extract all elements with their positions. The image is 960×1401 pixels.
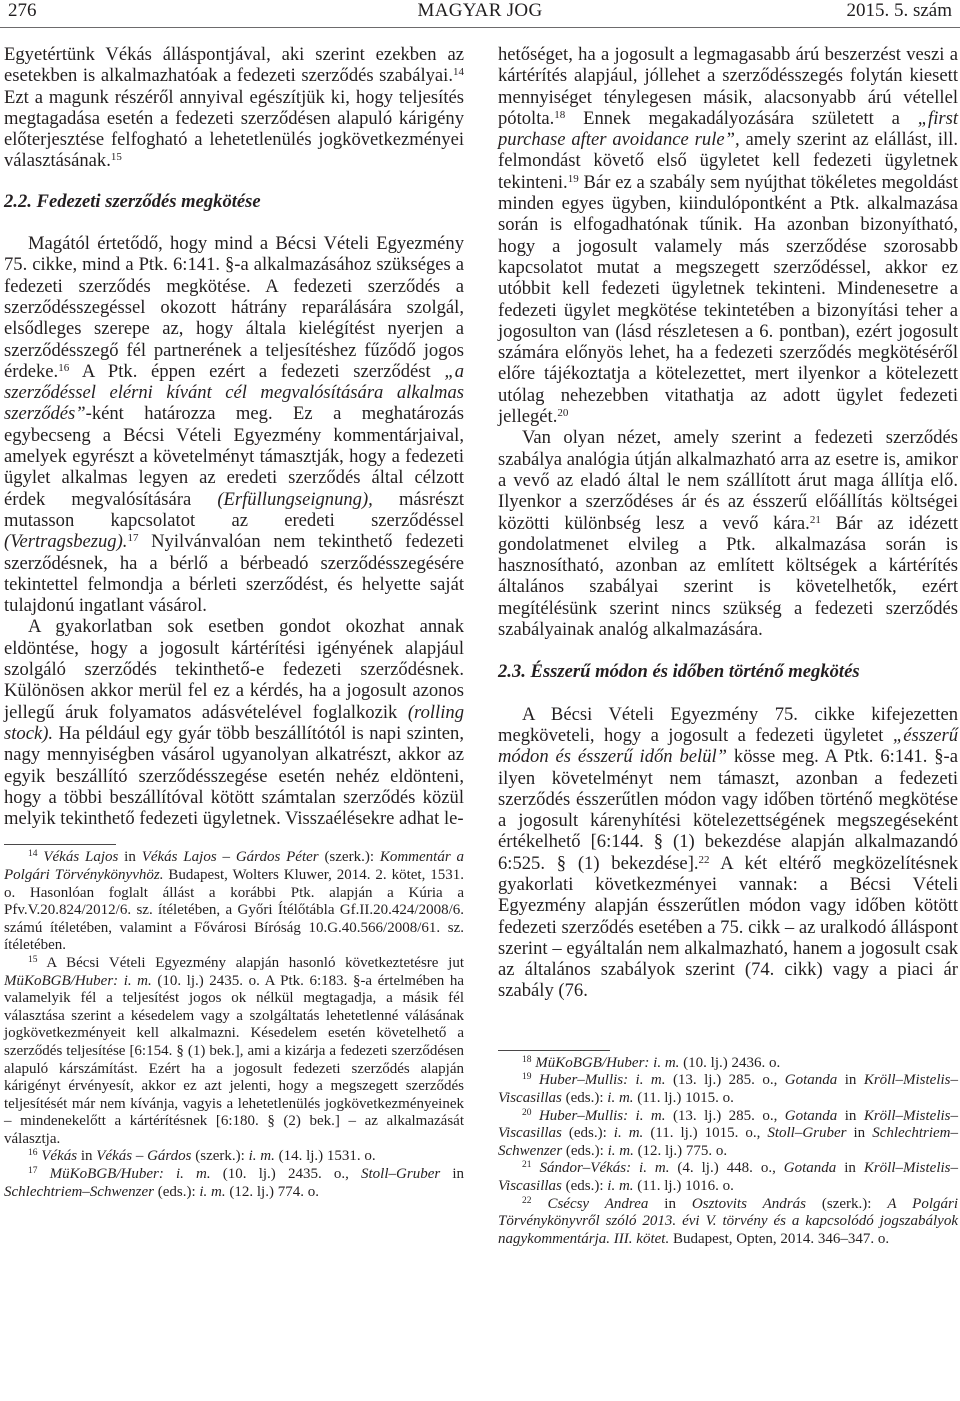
journal-title: MAGYAR JOG [417, 0, 543, 21]
footnote: $^{20}$ Huber–Mullis: i. m. (13. lj.) 285. o., Gotanda in Kröll–Mistelis–Viscasillas (eds.): i. m. (11. lj.) 1015. o., Stoll–Gruber in Schlechtriem–Schwenzer (eds.): i. m. (12. lj.) 775. o. [498, 1107, 959, 1159]
section-heading: 2.3. Ésszerű módon és időben történő megkötés [498, 661, 860, 683]
right-column [498, 44, 958, 1248]
footnote: $^{17}$ MüKoBGB/Huber: i. m. (10. lj.) 2435. o., Stoll–Gruber in Schlechtriem–Schwenzer (eds.): i. m. (12. lj.) 774. o. [4, 1166, 465, 1200]
footnote-ref: 15 [110, 151, 122, 164]
paragraph: hetőséget, ha a jogosult a legmagasabb árú beszerzést veszi a kártérítés alapjául, jóllehet a szerződésszegés folytán kiesett mennyiséget ténylegesen másik, alacsonyabb árú vétellel pótolta.$^{18}$ Ennek megakadályozására született a „first purchase after avoidance rule”, amely szerint az elállást, ill. felmondást követő első ügyletet kell fedezeti ügyletnek tekinteni.$^{19}$ Bár ez a szabály sem nyújthat tökéletes megoldást minden egyes ügyben, kiindulópontként a Ptk. alkalmazása során is elfogadhatónak tűnik. Ha azonban bizonyítható, hogy a jogosult valamely más szerződése szorosabb kapcsolatot mutat a megszegett szerződéssel, akkor ez utóbbit kell fedezeti ügyletnek tekinteni. Mindenesetre a fedezeti ügylet megkötése tekintetében a bizonyítási teher a jogosulton van (lásd részletesen a 6. pontban), ezért jogosult számára előnyös lehet, ha a fedezeti szerződés megkötéséről előre tájékoztatja a kötelezettet, mert ilyenkor a kötelezett utólag nehezebben vitathatja az adott ügylet fedezeti jellegét.$^{20}$ [498, 44, 958, 428]
footnote-ref: 18 [554, 108, 566, 121]
footnote-ref: 14 [453, 66, 464, 79]
page-number: 276 [8, 0, 37, 21]
footnote: $^{22}$ Csécsy Andrea in Osztovits András (szerk.): A Polgári Törvénykönyvről szóló 2013. évi V. törvény és a kapcsolódó jogszabályok nagykommentárja. III. kötet. Budapest, Opten, 2014. 346–347. o. [498, 1195, 959, 1247]
footnote: $^{19}$ Huber–Mullis: i. m. (13. lj.) 285. o., Gotanda in Kröll–Mistelis–Viscasillas (eds.): i. m. (11. lj.) 1015. o. [498, 1072, 959, 1106]
footnote: $^{18}$ MüKoBGB/Huber: i. m. (10. lj.) 2436. o. [522, 1054, 781, 1071]
footnote: $^{16}$ Vékás in Vékás – Gárdos (szerk.): i. m. (14. lj.) 1531. o. [28, 1148, 376, 1165]
footnote-ref: 19 [567, 172, 579, 185]
paragraph: A Bécsi Vételi Egyezmény 75. cikke kifejezetten megköveteli, hogy a jogosult a fedezeti ügyletet „ésszerű módon és ésszerű időn belül” kösse meg. A Ptk. 6:141. §-a ilyen követelményt nem támaszt, azonban a fedezeti szerződés ésszerűtlen módon vagy időben történő megkötése a jogosult kárenyhítési kötelezettségének megszegéseként értékelhető [6:144. § (1) bekezdése alapján alkalmazandó 6:525. § (1) bekezdése].$^{22}$ A két eltérő megközelítésnek gyakorlati következményei vannak: a Bécsi Vételi Egyezmény alapján ésszerűtlen módon vagy időben kötött fedezeti szerződés esetében a 75. cikk – az uralkodó álláspont szerint – egyáltalán nem alkalmazható, hanem a jogosult csak az általános szabályok szerint (74. cikk) vagy a piaci ár szabály (76. [498, 703, 958, 1002]
section-heading: 2.2. Fedezeti szerződés megkötése [4, 190, 261, 212]
footnote: $^{15}$ A Bécsi Vételi Egyezmény alapján hasonló következtetésre jut MüKoBGB/Huber: i. m. (10. lj.) 2435. o. A Ptk. 6:183. §-a értelmében ha valamelyik fél a teljesítést jogos ok nélkül megtagadja, a másik fél választása szerint a késedelem vagy a szolgáltatás lehetetlenné válásának jogkövetkezményeit kell alkalmazni. Késedelem esetén követelhető a szerződés teljesítése [6:154. § (1) bek.], ami a kizárja a fedezeti szerződésen alapuló kárszámítást. Ezért ha a jogosult fedezeti szerződés alapján kárigényt érvényesít, akkor ez azt jelenti, hogy a megszegett szerződés teljesítését már nem kívánja, vagyis a lehetetlenülés jogkövetkezményeinek – mindenekelőtt a kártérítésnek [6:180. § (2) bek.] – az alkalmazását választja. [4, 954, 464, 1147]
paragraph: Egyetértünk Vékás álláspontjával, aki szerint ezekben az esetekben is alkalmazhatóak a fedezeti szerződés szabályai.$^{14}$ Ezt a magunk részéről annyival egészítjük ki, hogy teljesítés megtagadása esetén a fedezeti szerződésen alapuló kárigény előterjesztése felfogható a lehetetlenülés jogkövetkezményei választásának.$^{15}$ [4, 44, 464, 172]
header-rule [0, 27, 960, 28]
issue-label: 2015. 5. szám [846, 0, 952, 21]
running-header [8, 0, 952, 22]
paragraph: Van olyan nézet, amely szerint a fedezeti szerződés szabálya analógia útján alkalmazható arra az esetre is, amikor a vevő az eladó által le nem szállított árut maga állítja elő. Ilyenkor a szerződéses ár és az ésszerű előállítás költségei közötti különbség lesz a vevő kára.$^{21}$ Bár az idézett gondolatmenet elvileg a Ptk. alkalmazása során is hasznosítható, azonban az említett költségek a kártérítés általános szabályai szerint is követelhetők, ezért megítélésünk szerint nincs szükség a fedezeti szerződés szabályainak analóg alkalmazására. [498, 427, 958, 641]
left-column [4, 44, 464, 1201]
footnote-ref: 22 [698, 853, 710, 866]
footnote-ref: 17 [127, 532, 139, 545]
footnote-ref: 21 [809, 513, 821, 526]
footnote: $^{21}$ Sándor–Vékás: i. m. (4. lj.) 448. o., Gotanda in Kröll–Mistelis–Viscasillas (eds.): i. m. (11. lj.) 1016. o. [498, 1160, 959, 1194]
paragraph: Magától értetődő, hogy mind a Bécsi Vételi Egyezmény 75. cikke, mind a Ptk. 6:141. §-a alkalmazásához szükséges a fedezeti szerződés megkötése. A fedezeti szerződés a szerződésszegéssel okozott hátrány reparálására szolgál, elsődleges szerepe az, hogy általa kielégítést nyerjen a szerződésszegő fél partnerének a teljesítéshez fűződő jogos érdeke.$^{16}$ A Ptk. éppen ezért a fedezeti szerződést „a szerződéssel elérni kívánt cél megvalósítására alkalmas szerződés”-ként határozza meg. Ez a meghatározás egybecseng a Bécsi Vételi Egyezmény kommentárjaival, amelyek egyrészt a követelményt támasztják, hogy a fedezeti ügylet alkalmas legyen az eredeti szerződés által célzott érdek megvalósítására (Erfüllungseignung), másrészt mutasson kapcsolatot az eredeti szerződéssel (Vertragsbezug).$^{17}$ Nyilvánvalóan nem tekinthető fedezeti szerződésnek, ha a bérlő a bérbeadó szerződésszegésére tekintettel felmondja a bérleti szerződést, és helyette saját tulajdonú ingatlant vásárol. [4, 233, 465, 617]
footnote-ref: 16 [58, 361, 70, 374]
footnote: $^{14}$ Vékás Lajos in Vékás Lajos – Gárdos Péter (szerk.): Kommentár a Polgári Törvénykönyvhöz. Budapest, Wolters Kluwer, 2014. 2. kötet, 1531. o. Hasonlóan foglalt állást a korábbi Ptk. alapján a Kúria a Pfv.V.20.824/2012/6. sz. ítéletében, a Győri Ítélőtábla Gf.II.20.424/2008/6. számú ítéletében, valamint a Fővárosi Bíróság 10.G.40.566/2008/61. sz. ítéletében. [4, 849, 464, 954]
footnote-separator [4, 844, 116, 845]
footnote-separator [498, 1050, 610, 1051]
footnote-ref: 20 [557, 407, 569, 420]
paragraph: A gyakorlatban sok esetben gondot okozhat annak eldöntése, hogy a jogosult kártérítési igényének alapjául szolgáló szerződés tekinthető-e fedezeti szerződésnek. Különösen akkor merül fel ez a kérdés, ha a jogosult azonos jellegű áruk folyamatos adásvételével foglalkozik (rolling stock). Ha például egy gyár több beszállítótól is napi szinten, nagy mennyiségben vásárol ugyanolyan alkatrészt, akkor az egyik beszállító szerződésszegése esetén nehéz eldönteni, hogy a többi beszállítóval kötött számtalan szerződés közül melyik tekinthető fedezeti ügyletnek. Visszaélésekre adhat le- [4, 616, 464, 830]
